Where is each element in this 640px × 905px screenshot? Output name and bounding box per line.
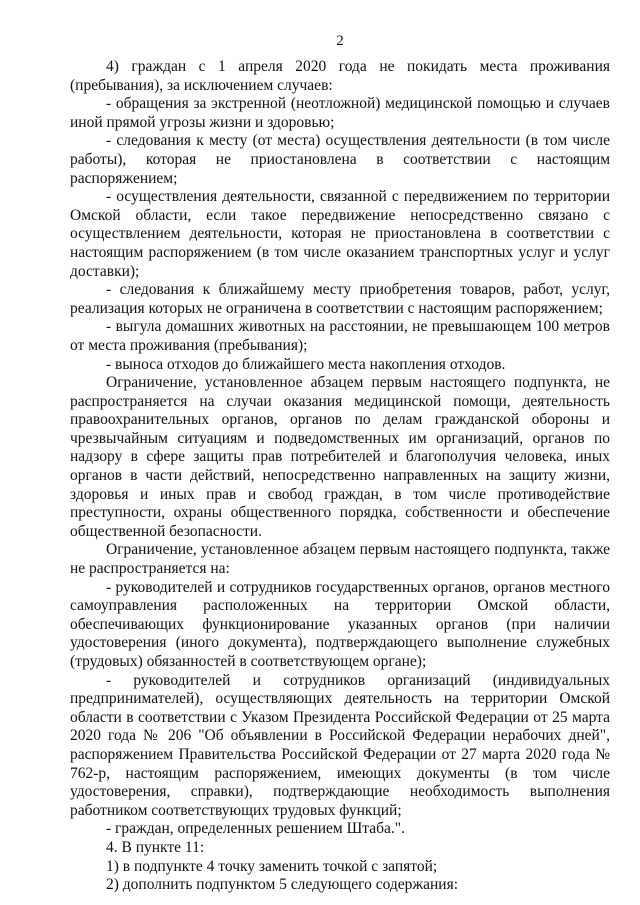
document-body	[70, 58, 610, 895]
paragraph-organizations: - руководителей и сотрудников организаций (индивидуальных предпринимателей), осуществляющих деятельность на территории Омской области в соответствии с Указом Президента Российской Федерации от 25 марта 2020 года № 206 "Об объявлении в Российской Федерации нерабочих дней", распоряжением Правительства Российской Федерации от 27 марта 2020 года № 762-р, настоящим распоряжением, имеющих документы (в том числе удостоверения, справки), подтверждающие необходимость выполнения работником соответствующих трудовых функций;	[70, 671, 610, 819]
page-number: 2	[336, 33, 344, 49]
paragraph-restriction-also: Ограничение, установленное абзацем первым настоящего подпункта, также не распространяется на:	[70, 541, 610, 578]
paragraph-replace-point: 1) в подпункте 4 точку заменить точкой с запятой;	[106, 857, 438, 875]
paragraph-add-subitem-5: 2) дополнить подпунктом 5 следующего содержания:	[106, 876, 459, 894]
paragraph-pet-walking: - выгула домашних животных на расстоянии, не превышающем 100 метров от места проживания (пребывания);	[70, 318, 610, 354]
paragraph-restriction-exceptions: Ограничение, установленное абзацем первым настоящего подпункта, не распространяется на случаи оказания медицинской помощи, деятельность правоохранительных органов, органов по делам гражданской обороны и чрезвычайным ситуациям и подведомственных им организаций, органов по надзору в сфере защиты прав потребителей и благополучия человека, иных органов в части действий, непосредственно направленных на защиту жизни, здоровья и иных прав и свобод граждан, в том числе противодействие преступности, охраны общественного порядка, собственности и обеспечение общественной безопасности.	[70, 374, 610, 540]
paragraph-staff-decision: - граждан, определенных решением Штаба.".	[106, 820, 405, 838]
paragraph-state-officials: - руководителей и сотрудников государственных органов, органов местного самоуправления расположенных на территории Омской области, обеспечивающих функционирование указанных органов (при наличии удостоверения (иного документа), подтверждающего выполнение служебных (трудовых) обязанностей в соответствующем органе);	[70, 578, 610, 670]
paragraph-travel-activity: - осуществления деятельности, связанной с передвижением по территории Омской области, если такое передвижение непосредственно связано с осуществлением деятельности, которая не приостановлена в соответствии с настоящим распоряжением (в том числе оказанием транспортных услуг и услуг доставки);	[70, 188, 610, 280]
paragraph-item-11: 4. В пункте 11:	[106, 838, 205, 856]
paragraph-subitem-4: 4) граждан с 1 апреля 2020 года не покидать места проживания (пребывания), за исключением случаев:	[70, 58, 610, 94]
paragraph-waste-disposal: - выноса отходов до ближайшего места накопления отходов.	[106, 355, 506, 373]
paragraph-commute-work: - следования к месту (от места) осуществления деятельности (в том числе работы), которая не приостановлена в соответствии с настоящим распоряжением;	[70, 132, 610, 187]
paragraph-shopping: - следования к ближайшему месту приобретения товаров, работ, услуг, реализация которых не ограничена в соответствии с настоящим распоряжением;	[70, 281, 610, 317]
paragraph-emergency-care: - обращения за экстренной (неотложной) медицинской помощью и случаев иной прямой угрозы жизни и здоровью;	[70, 95, 610, 131]
